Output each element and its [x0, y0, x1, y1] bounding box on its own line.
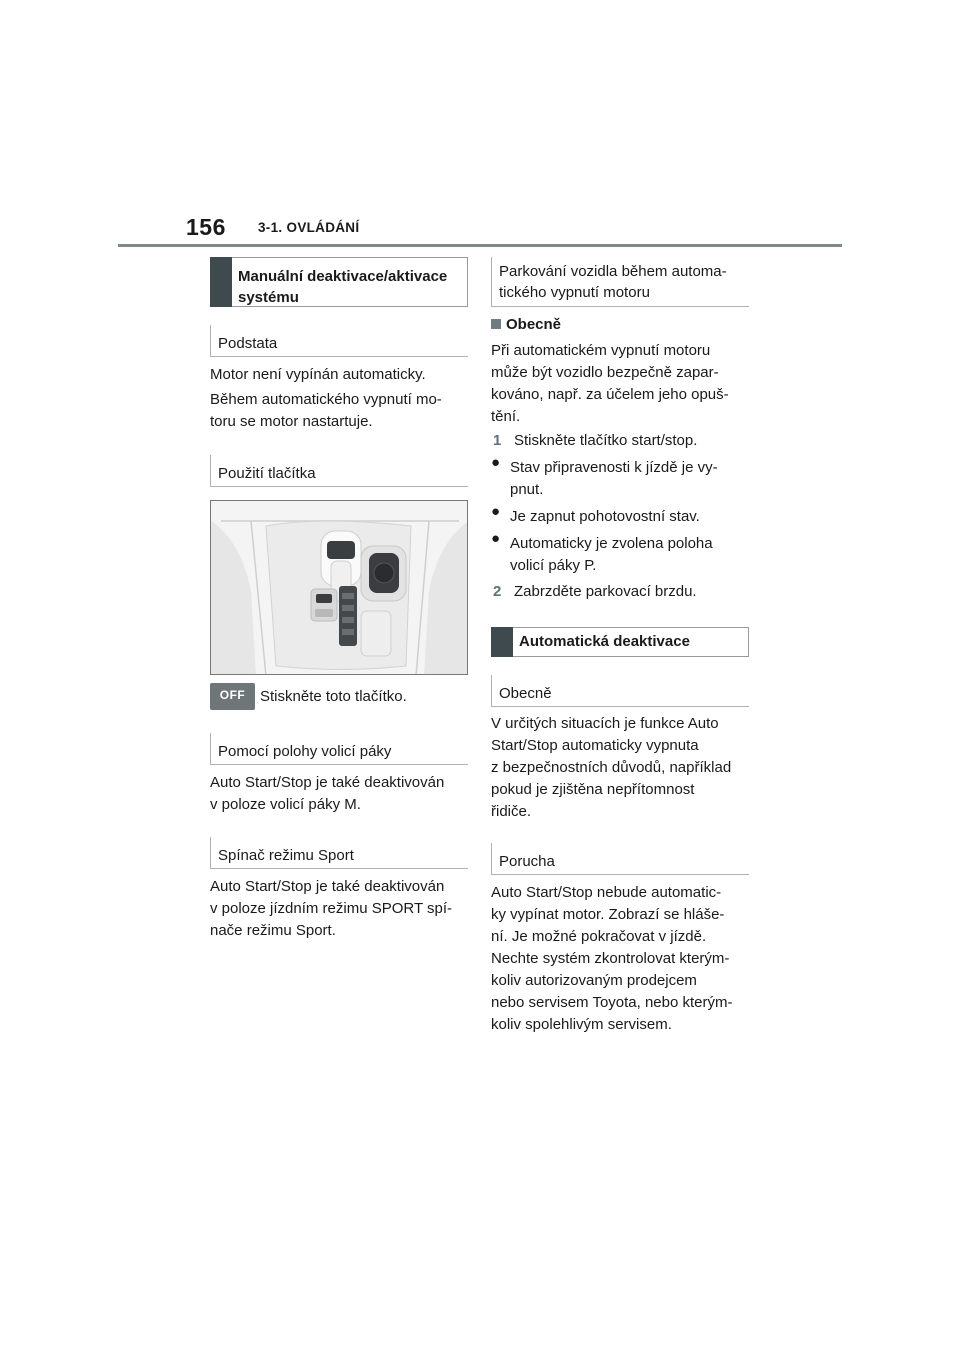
paragraph-line: Během automatického vypnutí mo-: [210, 391, 442, 408]
paragraph-line: Auto Start/Stop nebude automatic-: [491, 884, 722, 901]
subheading-title: Podstata: [218, 335, 278, 352]
subheading-title: Pomocí polohy volicí páky: [218, 743, 392, 760]
general-heading: [491, 314, 561, 336]
subheading-title: Obecně: [499, 685, 552, 702]
paragraph-line: tění.: [491, 408, 521, 425]
subheading-parking: [491, 257, 749, 307]
paragraph-line: nebo servisem Toyota, nebo kterým-: [491, 994, 733, 1011]
step-text: Stiskněte tlačítko start/stop.: [514, 432, 698, 449]
subheading-title-line: tického vypnutí motoru: [499, 284, 650, 301]
chapter-title: 3-1. OVLÁDÁNÍ: [258, 220, 360, 235]
general-heading-text: Obecně: [506, 316, 562, 333]
header-rule: [118, 244, 842, 247]
paragraph-line: řidiče.: [491, 803, 532, 820]
paragraph-line: nače režimu Sport.: [210, 922, 336, 939]
paragraph-line: kováno, např. za účelem jeho opuš-: [491, 386, 729, 403]
page-number: 156: [186, 214, 226, 240]
section-bar: [210, 257, 232, 307]
paragraph: Motor není vypínán automaticky.: [210, 366, 426, 383]
paragraph-line: Start/Stop automaticky vypnuta: [491, 737, 699, 754]
bullet-dot-icon: ●: [491, 530, 501, 547]
paragraph-line: Auto Start/Stop je také deaktivován: [210, 774, 445, 791]
bullet-text-line: volicí páky P.: [510, 557, 597, 574]
paragraph-line: pokud je zjištěna nepřítomnost: [491, 781, 695, 798]
step-number: 2: [493, 583, 502, 600]
square-bullet-icon: [491, 319, 501, 329]
paragraph-line: v poloze jízdním režimu SPORT spí-: [210, 900, 453, 917]
off-button-label: OFF: [219, 688, 246, 702]
section-title: Manuální deaktivace/aktivace systému: [238, 268, 448, 306]
step-text: Zabrzděte parkovací brzdu.: [514, 583, 697, 600]
paragraph-line: V určitých situacích je funkce Auto: [491, 715, 719, 732]
bullet-text-line: Automaticky je zvolena poloha: [510, 535, 713, 552]
subheading-obecne: [491, 675, 749, 707]
bullet-text-line: Stav připravenosti k jízdě je vy-: [510, 459, 718, 476]
subheading-porucha: [491, 843, 749, 875]
paragraph-line: z bezpečnostních důvodů, například: [491, 759, 732, 776]
paragraph-line: ní. Je možné pokračovat v jízdě.: [491, 928, 707, 945]
paragraph-line: koliv spolehlivým servisem.: [491, 1016, 672, 1033]
paragraph-line: toru se motor nastartuje.: [210, 413, 373, 430]
auto-start-stop-off-button: [210, 683, 255, 710]
paragraph-line: Auto Start/Stop je také deaktivován: [210, 878, 445, 895]
center-console-image: [211, 501, 468, 675]
console-illustration: [210, 500, 468, 675]
paragraph-line: v poloze volicí páky M.: [210, 796, 361, 813]
section-heading-auto: [491, 627, 749, 657]
paragraph-line: může být vozidlo bezpečně zapar-: [491, 364, 719, 381]
step-number: 1: [493, 432, 502, 449]
subheading-selector: [210, 733, 468, 765]
subheading-button: [210, 455, 468, 487]
paragraph-line: Při automatickém vypnutí motoru: [491, 342, 711, 359]
section-title: Automatická deaktivace: [519, 633, 690, 650]
subheading-title-line: Parkování vozidla během automa-: [499, 263, 727, 280]
subheading-podstata: [210, 325, 468, 357]
subheading-title: Použití tlačítka: [218, 465, 316, 482]
bullet-text-line: pnut.: [510, 481, 544, 498]
paragraph-line: ky vypínat motor. Zobrazí se hláše-: [491, 906, 725, 923]
paragraph-line: koliv autorizovaným prodejcem: [491, 972, 697, 989]
subheading-title: Spínač režimu Sport: [218, 847, 354, 864]
paragraph-line: Nechte systém zkontrolovat kterým-: [491, 950, 730, 967]
subheading-sport: [210, 837, 468, 869]
section-heading-manual: [210, 257, 468, 307]
instruction-text: Stiskněte toto tlačítko.: [260, 688, 407, 705]
subheading-title: Porucha: [499, 853, 555, 870]
bullet-text: Je zapnut pohotovostní stav.: [510, 508, 700, 525]
bullet-dot-icon: ●: [491, 454, 501, 471]
section-bar: [491, 627, 513, 657]
bullet-dot-icon: ●: [491, 503, 501, 520]
